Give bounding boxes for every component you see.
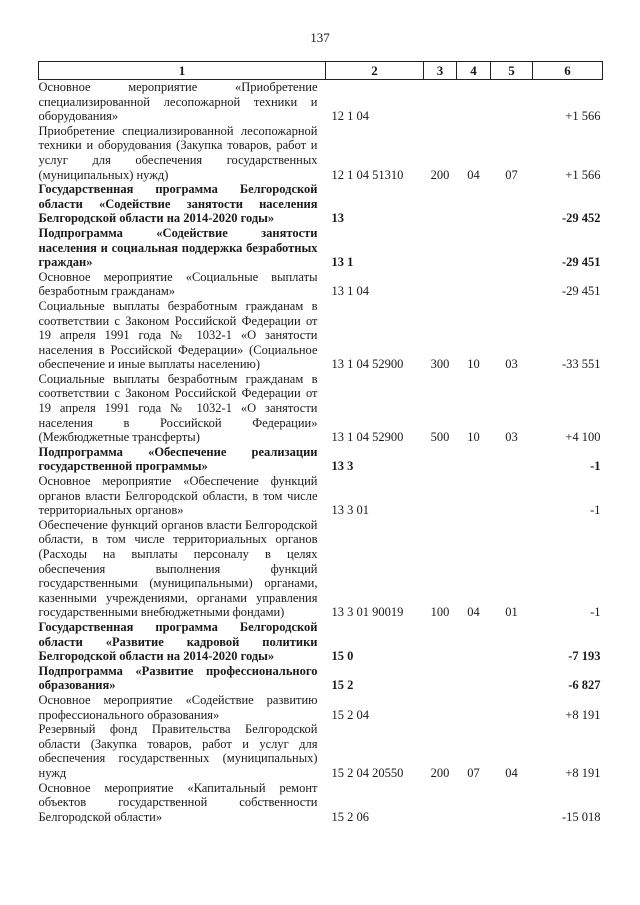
table-row — [39, 474, 603, 518]
row-section — [457, 445, 491, 474]
row-section — [457, 226, 491, 270]
row-code: 15 2 — [331, 678, 354, 693]
row-section — [457, 664, 491, 693]
row-expense-type: 100 — [430, 605, 450, 620]
row-section — [457, 182, 491, 226]
row-description: Подпрограмма «Содействие занятости населения и социальная поддержка безработных граждан» — [38, 225, 318, 270]
row-code: 13 1 04 — [331, 284, 369, 299]
table-row — [39, 124, 603, 182]
row-amount: -29 451 — [561, 284, 601, 299]
row-subsection: 07 — [505, 167, 518, 182]
row-subsection: 03 — [505, 430, 518, 445]
row-subsection: 03 — [505, 357, 518, 372]
row-subsection — [491, 270, 533, 299]
table-row — [39, 445, 603, 474]
header-col-1: 1 — [39, 62, 326, 80]
row-section — [457, 781, 491, 825]
row-amount: -29 452 — [561, 211, 601, 226]
row-description: Основное мероприятие «Приобретение специализированной лесопожарной техники и оборудования» — [38, 80, 318, 124]
row-expense-type: 200 — [430, 765, 450, 780]
row-description: Основное мероприятие «Капитальный ремонт объектов государственной собственности Белгородской области» — [38, 780, 318, 824]
row-code: 12 1 04 51310 — [331, 167, 404, 182]
row-amount: -1 — [590, 459, 601, 474]
row-description: Основное мероприятие «Социальные выплаты безработным гражданам» — [38, 269, 318, 299]
table-row — [39, 270, 603, 299]
row-subsection — [491, 620, 533, 664]
row-expense-type: 300 — [430, 357, 450, 372]
row-code: 15 0 — [331, 649, 354, 664]
table-row — [39, 781, 603, 825]
row-subsection — [491, 182, 533, 226]
table-row — [39, 226, 603, 270]
row-section — [457, 620, 491, 664]
table-row — [39, 80, 603, 124]
row-amount: +1 566 — [565, 167, 601, 182]
row-description: Подпрограмма «Развитие профессионального образования» — [38, 663, 318, 693]
table-row — [39, 299, 603, 372]
row-code: 12 1 04 — [331, 109, 369, 124]
table-row — [39, 664, 603, 693]
header-col-4: 4 — [457, 62, 491, 80]
row-expense-type — [424, 620, 457, 664]
row-expense-type: 200 — [430, 167, 450, 182]
row-code: 15 2 04 — [331, 707, 369, 722]
row-amount: +1 566 — [565, 109, 601, 124]
row-expense-type — [424, 693, 457, 722]
header-col-6: 6 — [533, 62, 603, 80]
budget-table — [38, 61, 603, 824]
row-expense-type — [424, 182, 457, 226]
row-section: 04 — [467, 167, 480, 182]
header-col-5: 5 — [491, 62, 533, 80]
table-row — [39, 182, 603, 226]
row-amount: -1 — [590, 503, 601, 518]
row-section — [457, 80, 491, 124]
row-amount: -15 018 — [561, 809, 601, 824]
row-description: Социальные выплаты безработным гражданам в соответствии с Законом Российской Федерации от 19 апреля 1991 года № 1032-1 «О занятости населения в Российской Федерации» (Межбюджетные трансферты) — [38, 371, 318, 445]
row-description: Основное мероприятие «Содействие развитию профессионального образования» — [38, 692, 318, 722]
row-expense-type — [424, 80, 457, 124]
row-expense-type — [424, 226, 457, 270]
table-row — [39, 722, 603, 780]
row-expense-type: 500 — [430, 430, 450, 445]
row-subsection: 01 — [505, 605, 518, 620]
row-subsection — [491, 445, 533, 474]
row-subsection — [491, 781, 533, 825]
row-description: Подпрограмма «Обеспечение реализации государственной программы» — [38, 444, 318, 474]
row-subsection — [491, 80, 533, 124]
row-description: Государственная программа Белгородской области «Содействие занятости населения Белгородской области на 2014-2020 годы» — [38, 182, 318, 226]
row-amount: -29 451 — [561, 255, 601, 270]
row-subsection — [491, 664, 533, 693]
row-section: 04 — [467, 605, 480, 620]
row-amount: +8 191 — [565, 707, 601, 722]
page-number: 137 — [310, 30, 330, 45]
header-col-2: 2 — [326, 62, 424, 80]
row-subsection: 04 — [505, 765, 518, 780]
row-code: 13 3 — [331, 459, 354, 474]
row-section — [457, 693, 491, 722]
row-expense-type — [424, 270, 457, 299]
row-subsection — [491, 226, 533, 270]
header-row — [39, 62, 603, 80]
row-description: Основное мероприятие «Обеспечение функций органов власти Белгородской области, в том числе территориальных органов» — [38, 474, 318, 518]
row-amount: +4 100 — [565, 430, 601, 445]
row-code: 13 1 04 52900 — [331, 430, 404, 445]
row-section: 10 — [467, 430, 480, 445]
row-code: 13 3 01 — [331, 503, 369, 518]
row-expense-type — [424, 445, 457, 474]
row-description: Социальные выплаты безработным гражданам в соответствии с Законом Российской Федерации от 19 апреля 1991 года № 1032-1 «О занятости населения в Российской Федерации» (Социальное обеспечение и иные выплаты населению) — [38, 298, 318, 372]
row-amount: -33 551 — [561, 357, 601, 372]
row-subsection — [491, 474, 533, 518]
row-amount: -6 827 — [568, 678, 601, 693]
row-code: 13 3 01 90019 — [331, 605, 404, 620]
row-subsection — [491, 693, 533, 722]
row-amount: -1 — [590, 605, 601, 620]
row-amount: -7 193 — [568, 649, 601, 664]
table-row — [39, 693, 603, 722]
row-section — [457, 270, 491, 299]
row-description: Резервный фонд Правительства Белгородской области (Закупка товаров, работ и услуг для обеспечения государственных (муниципальных) нужд — [38, 722, 318, 780]
row-code: 15 2 04 20550 — [331, 765, 404, 780]
row-expense-type — [424, 474, 457, 518]
row-description: Государственная программа Белгородской области «Развитие кадровой политики Белгородской области на 2014-2020 годы» — [38, 619, 318, 664]
row-code: 13 1 04 52900 — [331, 357, 404, 372]
row-code: 13 — [331, 211, 344, 226]
row-expense-type — [424, 781, 457, 825]
row-description: Обеспечение функций органов власти Белгородской области, в том числе территориальных органов (Расходы на выплаты персоналу в целях обеспечения выполнения функций государственными (муниципальными) органами, казенными учреждениями, органами управления государственными внебюджетными фондами) — [38, 517, 318, 620]
row-amount: +8 191 — [565, 765, 601, 780]
row-section — [457, 474, 491, 518]
row-code: 13 1 — [331, 255, 354, 270]
row-section: 07 — [467, 765, 480, 780]
table-row — [39, 620, 603, 664]
row-code: 15 2 06 — [331, 809, 369, 824]
row-description: Приобретение специализированной лесопожарной техники и оборудования (Закупка товаров, работ и услуг для обеспечения государственных (муниципальных) нужд) — [38, 123, 318, 182]
header-col-3: 3 — [424, 62, 457, 80]
row-expense-type — [424, 664, 457, 693]
table-row — [39, 372, 603, 445]
table-row — [39, 518, 603, 620]
row-section: 10 — [467, 357, 480, 372]
